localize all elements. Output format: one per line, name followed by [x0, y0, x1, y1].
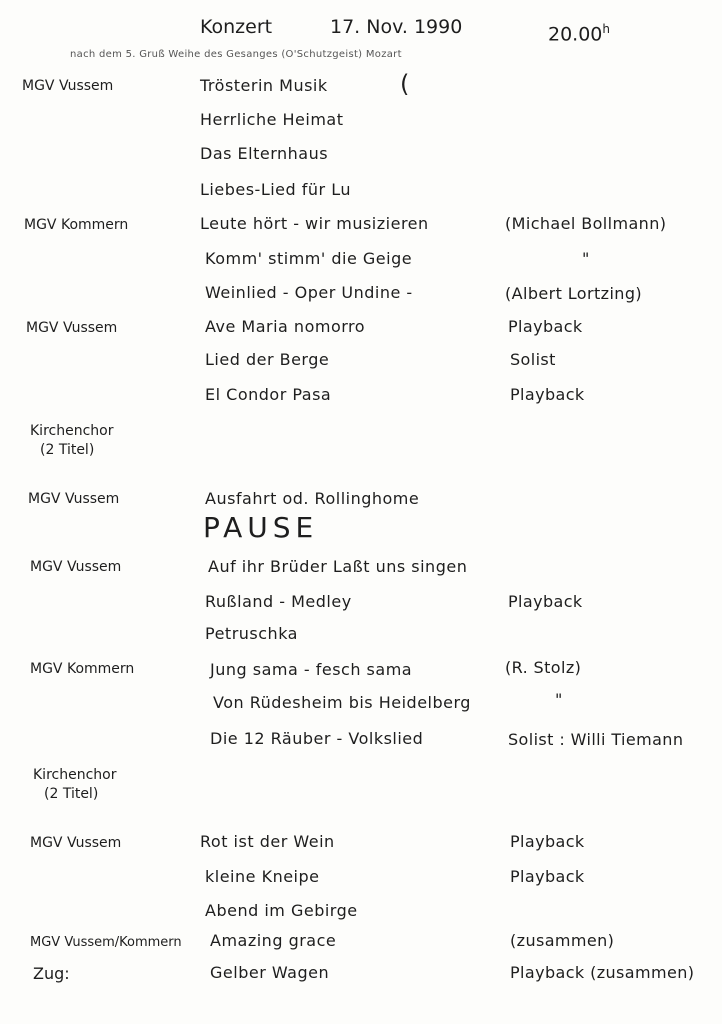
group-label: MGV Kommern — [24, 217, 129, 233]
song-remark: (R. Stolz) — [505, 658, 582, 677]
song-remark: Playback — [508, 592, 583, 611]
song-remark: Playback (zusammen) — [510, 963, 695, 982]
song-remark: (Michael Bollmann) — [505, 214, 667, 233]
song-remark: Playback — [510, 832, 585, 851]
pause-label: PAUSE — [203, 511, 319, 544]
song-title: Amazing grace — [210, 931, 337, 950]
song-remark: Playback — [508, 317, 583, 336]
song-title: Leute hört - wir musizieren — [200, 214, 429, 233]
song-title: Auf ihr Brüder Laßt uns singen — [208, 557, 468, 576]
song-title: Gelber Wagen — [210, 963, 330, 982]
song-remark: Solist — [510, 350, 556, 369]
song-title: El Condor Pasa — [205, 385, 332, 404]
group-label: MGV Vussem/Kommern — [30, 935, 182, 950]
group-label: Kirchenchor — [33, 767, 117, 783]
song-title: Liebes-Lied für Lu — [200, 180, 351, 199]
song-title: Petruschka — [205, 624, 298, 643]
song-title: Trösterin Musik — [200, 76, 328, 95]
header-note: nach dem 5. Gruß Weihe des Gesanges (O'Schutzgeist) Mozart — [70, 49, 402, 60]
song-remark: Playback — [510, 385, 585, 404]
group-label: MGV Vussem — [28, 491, 120, 507]
song-remark: (zusammen) — [510, 931, 615, 950]
song-title: Die 12 Räuber - Volkslied — [210, 729, 424, 748]
song-remark: ( — [400, 70, 410, 98]
group-label: Kirchenchor — [30, 423, 114, 439]
group-label: (2 Titel) — [40, 442, 95, 458]
group-label: Zug: — [33, 964, 70, 983]
concert-date: 17. Nov. 1990 — [330, 16, 463, 38]
song-title: Ausfahrt od. Rollinghome — [205, 489, 420, 508]
group-label: MGV Vussem — [30, 559, 122, 575]
song-title: Herrliche Heimat — [200, 110, 344, 129]
song-remark: Solist : Willi Tiemann — [508, 730, 684, 749]
song-title: Ave Maria nomorro — [205, 317, 366, 336]
group-label: MGV Vussem — [26, 320, 118, 336]
concert-time — [548, 19, 610, 44]
song-title: Jung sama - fesch sama — [210, 660, 413, 679]
song-title: kleine Kneipe — [205, 867, 320, 886]
song-title: Das Elternhaus — [200, 144, 329, 163]
program-title: Konzert — [200, 16, 273, 38]
concert-time-value: 20.00 — [548, 23, 603, 46]
song-title: Komm' stimm' die Geige — [205, 249, 413, 268]
group-label: MGV Vussem — [22, 78, 114, 94]
song-title: Rot ist der Wein — [200, 832, 335, 851]
concert-time-suffix: h — [602, 22, 611, 36]
group-label: (2 Titel) — [44, 786, 99, 802]
song-remark: Playback — [510, 867, 585, 886]
song-remark: (Albert Lortzing) — [505, 284, 643, 303]
group-label: MGV Kommern — [30, 661, 135, 677]
song-title: Weinlied - Oper Undine - — [205, 283, 413, 302]
group-label: MGV Vussem — [30, 835, 122, 851]
song-title: Von Rüdesheim bis Heidelberg — [213, 693, 471, 712]
song-remark: " — [582, 249, 590, 268]
song-title: Abend im Gebirge — [205, 901, 358, 920]
song-remark: " — [555, 690, 563, 709]
song-title: Rußland - Medley — [205, 592, 352, 611]
song-title: Lied der Berge — [205, 350, 330, 369]
